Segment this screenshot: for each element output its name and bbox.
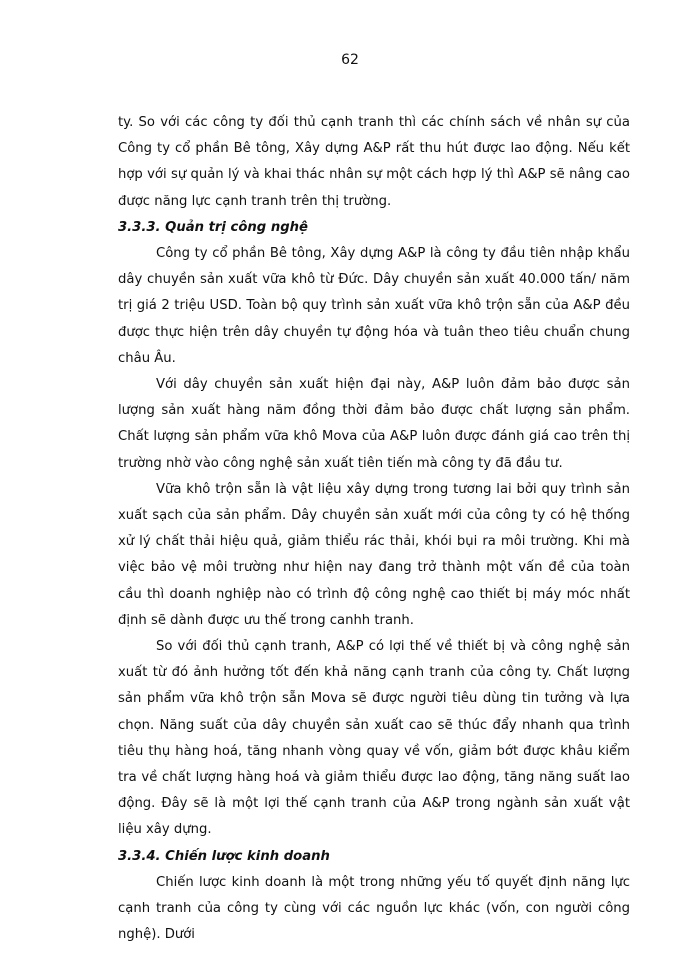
paragraph: Với dây chuyền sản xuất hiện đại này, A&P luôn đảm bảo được sản lượng sản xuất hàng năm đồng thời đảm bảo được chất lượng sản phẩm. Chất lượng sản phẩm vữa khô Mova của A&P luôn được đánh giá cao trên thị trường nhờ vào công nghệ sản xuất tiên tiến mà công ty đã đầu tư. <box>118 377 630 471</box>
paragraph: Công ty cổ phần Bê tông, Xây dựng A&P là công ty đầu tiên nhập khẩu dây chuyền sản xuất vữa khô từ Đức. Dây chuyền sản xuất 40.000 tấn/ năm trị giá 2 triệu USD. Toàn bộ quy trình sản xuất vữa khô trộn sẵn của A&P đều được thực hiện trên dây chuyền tự động hóa và tuân theo tiêu chuẩn chung châu Âu. <box>118 246 630 366</box>
paragraph: Vữa khô trộn sẵn là vật liệu xây dựng trong tương lai bởi quy trình sản xuất sạch của sản phẩm. Dây chuyền sản xuất mới của công ty có hệ thống xử lý chất thải hiệu quả, giảm thiểu rác thải, khói bụi ra môi trường. Khi mà việc bảo vệ môi trường như hiện nay đang trở thành một vấn đề của toàn cầu thì doanh nghiệp nào có trình độ công nghệ cao thiết bị máy móc nhất định sẽ dành được ưu thế trong canhh tranh. <box>118 481 630 628</box>
document-body <box>118 110 630 949</box>
page-number: 62 <box>341 52 359 68</box>
section-heading: 3.3.4. Chiến lược kinh doanh <box>118 848 330 864</box>
section-heading: 3.3.3. Quản trị công nghệ <box>118 219 309 235</box>
paragraph: ty. So với các công ty đối thủ cạnh tranh thì các chính sách về nhân sự của Công ty cổ phần Bê tông, Xây dựng A&P rất thu hút được lao động. Nếu kết hợp với sự quản lý và khai thác nhân sự một cách hợp lý thì A&P sẽ nâng cao được năng lực cạnh tranh trên thị trường. <box>118 115 630 209</box>
paragraph: So với đối thủ cạnh tranh, A&P có lợi thế về thiết bị và công nghệ sản xuất từ đó ảnh hưởng tốt đến khả năng cạnh tranh của công ty. Chất lượng sản phẩm vữa khô trộn sẵn Mova sẽ được người tiêu dùng tin tưởng và lựa chọn. Năng suất của dây chuyền sản xuất cao sẽ thúc đẩy nhanh qua trình tiêu thụ hàng hoá, tăng nhanh vòng quay về vốn, giảm bớt được khâu kiểm tra về chất lượng hàng hoá và giảm thiểu được lao động, tăng năng suất lao động. Đây sẽ là một lợi thế cạnh tranh của A&P trong ngành sản xuất vật liệu xây dựng. <box>118 639 630 838</box>
paragraph: Chiến lược kinh doanh là một trong những yếu tố quyết định năng lực cạnh tranh của công ty cùng với các nguồn lực khác (vốn, con người công nghệ). Dưới <box>118 874 630 943</box>
